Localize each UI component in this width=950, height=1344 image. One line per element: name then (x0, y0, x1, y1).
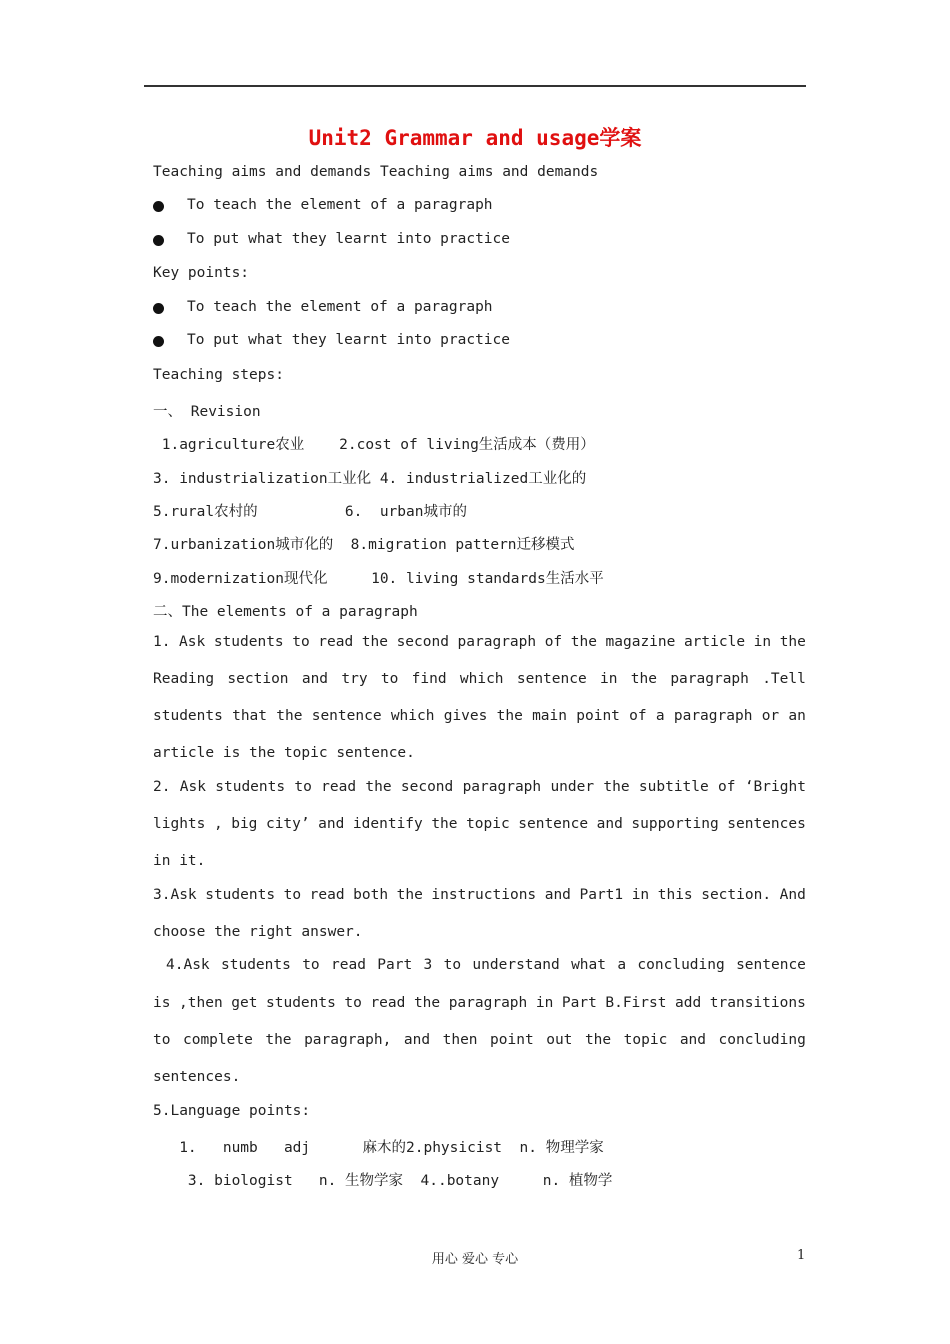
word: B.First (605, 995, 667, 1011)
word: sentence (311, 708, 382, 724)
word: magazine (605, 634, 676, 650)
word: and (301, 671, 329, 687)
word: try (341, 671, 368, 687)
word: the (584, 1032, 612, 1048)
paragraph-line (153, 671, 806, 687)
bullet-icon (153, 336, 164, 347)
paragraph-line: sentences. (153, 1069, 241, 1085)
elements-heading: 二、The elements of a paragraph (153, 604, 418, 620)
vocab-line: 1. numb adj 麻木的2.physicist n. 物理学家 (153, 1140, 604, 1156)
word: the (603, 779, 630, 795)
word: article (683, 634, 746, 650)
word: big (231, 816, 258, 832)
word: , (213, 816, 223, 832)
word: second (400, 779, 454, 795)
revision-line: 9.modernization现代化 10. living standards生活水平 (153, 571, 604, 587)
word: lights (153, 816, 206, 832)
word: section. (701, 887, 772, 903)
word: transitions (709, 995, 806, 1011)
word: in (600, 671, 618, 687)
word: a (617, 957, 627, 973)
word: in (535, 995, 554, 1011)
word: under (550, 779, 595, 795)
word: in (631, 887, 650, 903)
word: out (546, 1032, 573, 1048)
word: 4.Ask (166, 957, 210, 973)
word: second (396, 634, 449, 650)
word: ,then (179, 995, 223, 1011)
word: what (571, 957, 606, 973)
word: Ask (179, 634, 206, 650)
word: Part1 (579, 887, 624, 903)
word: sentence (736, 957, 806, 973)
word: Part (561, 995, 597, 1011)
word: read (309, 887, 345, 903)
word: city’ (265, 816, 310, 832)
key-points-heading: Key points: (153, 265, 250, 281)
word: paragraph (448, 995, 528, 1011)
word: of (718, 779, 736, 795)
vocab-line: 3. biologist n. 生物学家 4..botany n. 植物学 (153, 1173, 613, 1189)
key-point-item: To put what they learnt into practice (187, 332, 511, 348)
word: of (629, 708, 647, 724)
word: supporting (631, 816, 719, 832)
word: then (442, 1032, 478, 1048)
word: of (544, 634, 563, 650)
paragraph-line (153, 634, 806, 650)
revision-line: 7.urbanization城市化的 8.migration pattern迁移模式 (153, 537, 575, 553)
word: section (227, 671, 289, 687)
word: read (321, 779, 357, 795)
word: add (675, 995, 702, 1011)
word: the (496, 708, 523, 724)
word: and (679, 1032, 707, 1048)
language-points-heading: 5.Language points: (153, 1103, 311, 1119)
word: complete (182, 1032, 253, 1048)
paragraph-line (153, 816, 806, 832)
word: students (213, 634, 284, 650)
word: students (221, 957, 291, 973)
word: paragraph (670, 671, 749, 687)
paragraph-line (153, 887, 806, 903)
word: the (265, 1032, 292, 1048)
word: gives (443, 708, 488, 724)
paragraph-line (153, 779, 806, 795)
word: which (459, 671, 504, 687)
word: and (596, 816, 623, 832)
aim-item: To put what they learnt into practice (187, 231, 511, 247)
word: or (761, 708, 780, 724)
key-point-item: To teach the element of a paragraph (187, 299, 493, 315)
word: instructions (431, 887, 537, 903)
word: sentences (727, 816, 806, 832)
bullet-icon (153, 235, 164, 246)
word: point (490, 1032, 534, 1048)
word: paragraph (462, 779, 542, 795)
paragraph-line (153, 708, 806, 724)
paragraph-line: in it. (153, 853, 206, 869)
word: to (443, 957, 462, 973)
word: 1. (153, 634, 171, 650)
word: both (353, 887, 389, 903)
word: 3.Ask (153, 887, 197, 903)
word: the (276, 708, 303, 724)
word: And (779, 887, 806, 903)
word: Part (377, 957, 413, 973)
paragraph-line (153, 995, 806, 1011)
aim-item: To teach the element of a paragraph (187, 197, 493, 213)
page-title: Unit2 Grammar and usage学案 (308, 126, 642, 150)
word: is (153, 995, 171, 1011)
paragraph-line (166, 957, 806, 973)
word: sentence (516, 671, 587, 687)
word: the (779, 634, 806, 650)
word: the (361, 634, 388, 650)
word: students (153, 708, 223, 724)
word: get (231, 995, 258, 1011)
revision-line: 1.agriculture农业 2.cost of living生活成本（费用） (153, 437, 595, 453)
revision-heading: 一、 Revision (153, 404, 261, 420)
word: students (205, 887, 276, 903)
word: main (532, 708, 567, 724)
header-rule (144, 85, 806, 87)
word: the (431, 816, 458, 832)
word: a (655, 708, 665, 724)
bullet-icon (153, 303, 164, 314)
word: paragraph, (304, 1032, 392, 1048)
word: ‘Bright (744, 779, 806, 795)
word: to (294, 779, 312, 795)
word: read (318, 634, 354, 650)
word: the (413, 995, 441, 1011)
word: to (380, 671, 399, 687)
page-number: 1 (797, 1248, 806, 1263)
word: the (365, 779, 392, 795)
word: .Tell (762, 671, 806, 687)
word: find (411, 671, 447, 687)
word: in (753, 634, 772, 650)
word: this (657, 887, 693, 903)
word: concluding (718, 1032, 806, 1048)
word: and (403, 1032, 431, 1048)
word: understand (472, 957, 560, 973)
paragraph-line: choose the right answer. (153, 924, 363, 940)
word: point (576, 708, 620, 724)
word: topic (466, 816, 510, 832)
revision-line: 5.rural农村的 6. urban城市的 (153, 504, 467, 520)
word: concluding (637, 957, 725, 973)
word: and (544, 887, 571, 903)
word: to (292, 634, 310, 650)
word: topic (623, 1032, 668, 1048)
word: read (370, 995, 406, 1011)
word: to (283, 887, 302, 903)
word: identify (352, 816, 423, 832)
word: to (344, 995, 362, 1011)
steps-heading: Teaching steps: (153, 367, 284, 383)
word: to (302, 957, 320, 973)
aims-heading: Teaching aims and demands Teaching aims and demands (153, 164, 599, 180)
word: the (630, 671, 657, 687)
word: and (318, 816, 345, 832)
word: paragraph (673, 708, 753, 724)
word: the (396, 887, 423, 903)
paragraph-line (153, 1032, 806, 1048)
word: 2. (153, 779, 171, 795)
word: to (153, 1032, 171, 1048)
word: an (788, 708, 806, 724)
word: read (331, 957, 366, 973)
word: that (232, 708, 268, 724)
word: Reading (153, 671, 215, 687)
word: paragraph (457, 634, 537, 650)
page-footer: 用心 爱心 专心 (431, 1252, 519, 1267)
word: which (390, 708, 435, 724)
word: 3 (423, 957, 433, 973)
paragraph-line: article is the topic sentence. (153, 745, 415, 761)
word: students (215, 779, 286, 795)
bullet-icon (153, 201, 164, 212)
word: sentence (518, 816, 589, 832)
word: subtitle (638, 779, 709, 795)
word: Ask (179, 779, 206, 795)
word: students (266, 995, 336, 1011)
revision-line: 3. industrialization工业化 4. industrialized工业化的 (153, 471, 587, 487)
word: the (570, 634, 597, 650)
